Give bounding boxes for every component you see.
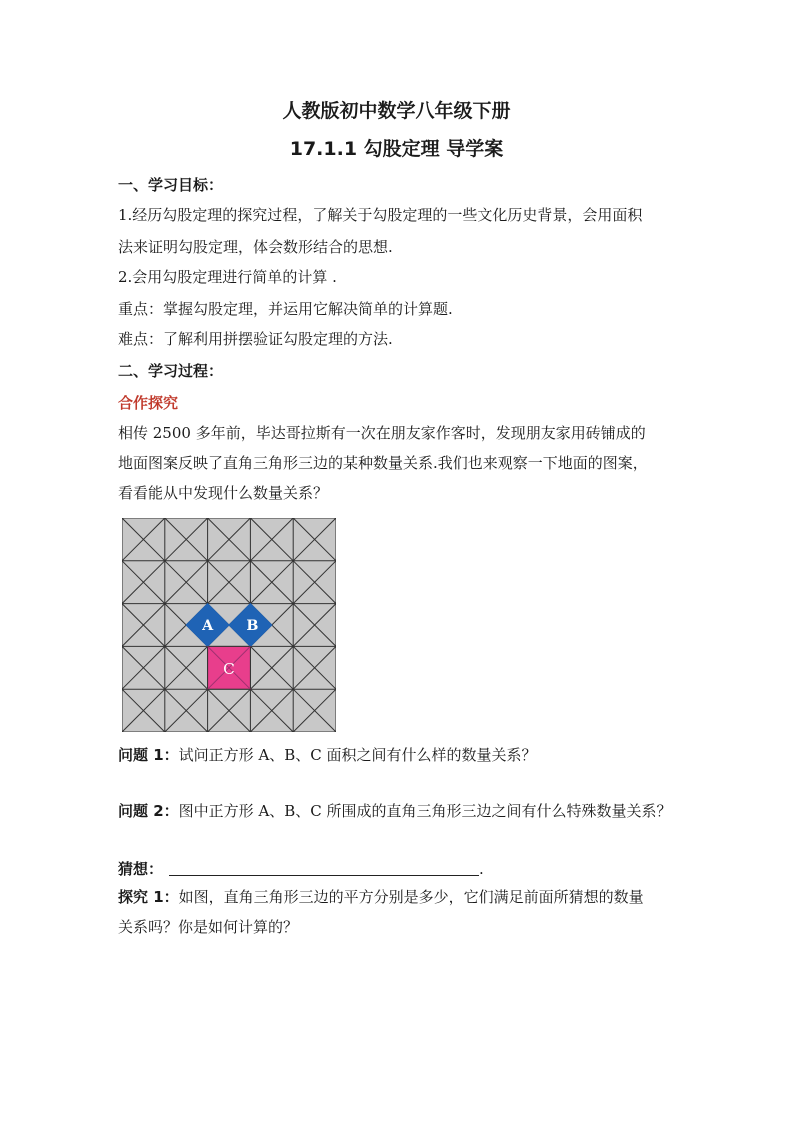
goal-1-line-2: 法来证明勾股定理，体会数形结合的思想. — [118, 238, 393, 256]
explore-1-line-2: 关系吗？你是如何计算的？ — [118, 918, 299, 936]
question-2-text: 图中正方形 A、B、C 所围成的直角三角形三边之间有什么特殊数量关系？ — [178, 802, 672, 820]
guess-answer-blank[interactable] — [169, 859, 479, 876]
lesson-title: 17.1.1 勾股定理 导学案 — [289, 138, 504, 160]
question-2-label: 问题 2： — [118, 802, 179, 820]
document-title: 人教版初中数学八年级下册 — [282, 100, 511, 122]
section-heading-goals: 一、学习目标： — [118, 176, 224, 194]
explore-1-text: 如图，直角三角形三边的平方分别是多少，它们满足前面所猜想的数量 — [178, 888, 644, 906]
difficulty: 难点：了解利用拼摆验证勾股定理的方法. — [118, 330, 393, 348]
key-point: 重点：掌握勾股定理，并运用它解决简单的计算题. — [118, 300, 453, 318]
question-1 — [118, 744, 537, 766]
guess-label: 猜想： — [118, 860, 164, 878]
label-b: B — [246, 618, 259, 635]
explore-1-label: 探究 1： — [118, 888, 179, 906]
question-1-text: 试问正方形 A、B、C 面积之间有什么样的数量关系？ — [178, 746, 537, 764]
intro-line-3: 看看能从中发现什么数量关系？ — [118, 484, 329, 502]
explore-1-line-1 — [118, 886, 644, 908]
goal-2: 2.会用勾股定理进行简单的计算 . — [118, 268, 337, 286]
section-heading-process: 二、学习过程： — [118, 362, 224, 380]
tile-grid-figure — [122, 518, 336, 732]
subheading-cooperative: 合作探究 — [118, 394, 179, 412]
question-2 — [118, 800, 672, 822]
goal-1-line-1: 1.经历勾股定理的探究过程，了解关于勾股定理的一些文化历史背景，会用面积 — [118, 206, 643, 224]
label-a: A — [202, 618, 214, 635]
guess — [118, 858, 484, 880]
label-c: C — [223, 659, 235, 678]
intro-line-2: 地面图案反映了直角三角形三边的某种数量关系.我们也来观察一下地面的图案， — [118, 454, 648, 472]
intro-line-1: 相传 2500 多年前，毕达哥拉斯有一次在朋友家作客时，发现朋友家用砖铺成的 — [118, 424, 646, 442]
question-1-label: 问题 1： — [118, 746, 179, 764]
guess-end: . — [479, 860, 484, 878]
